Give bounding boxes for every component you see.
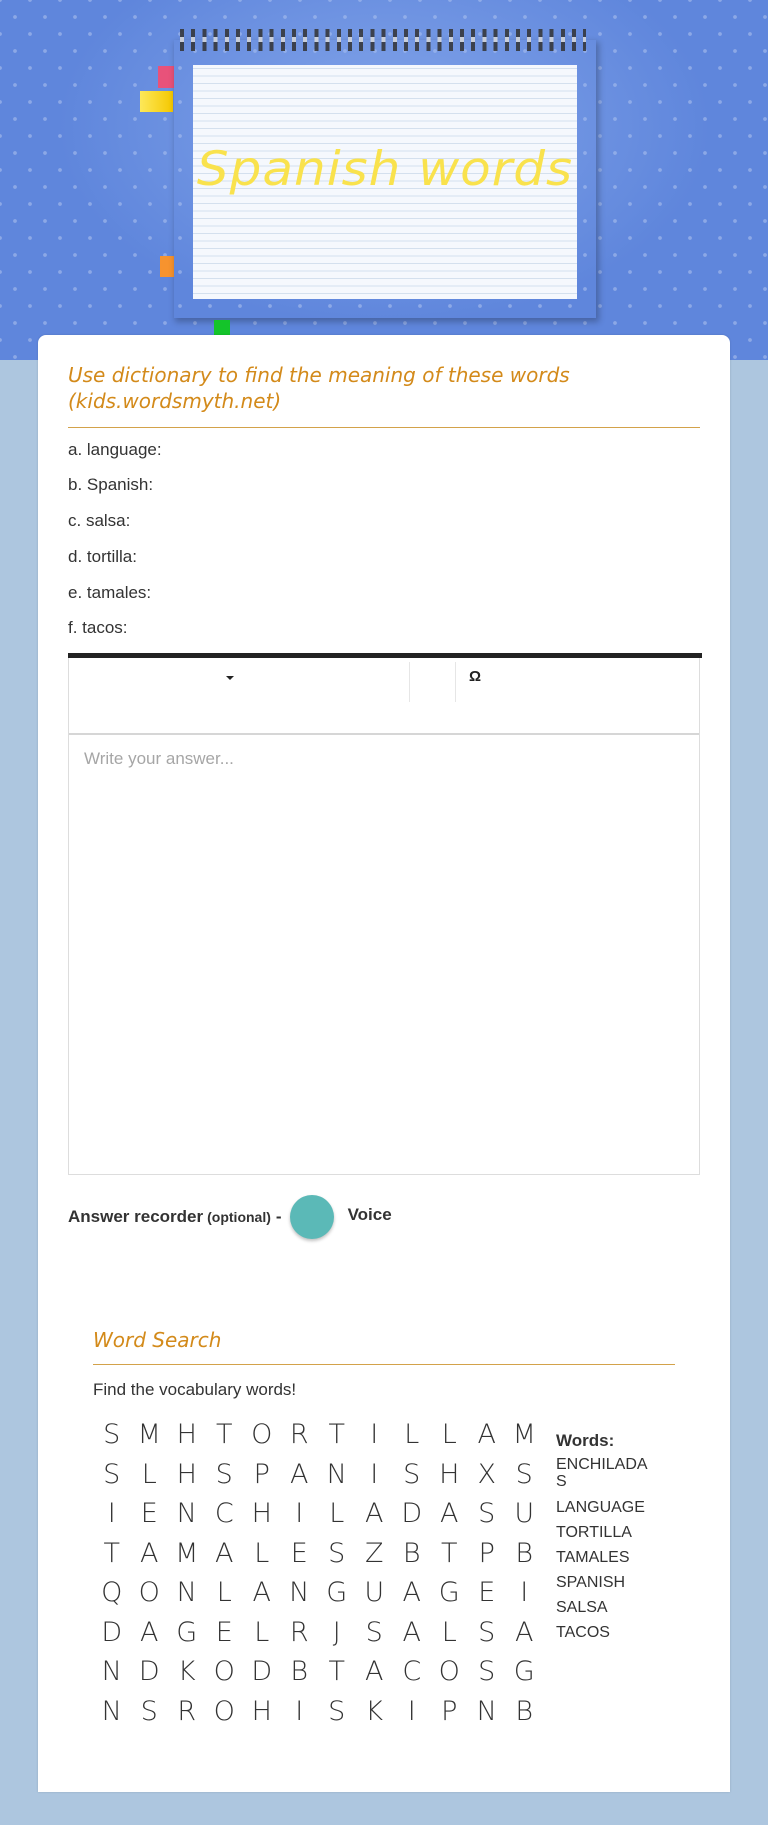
grid-cell[interactable]: T: [103, 1537, 120, 1569]
grid-cell[interactable]: G: [513, 1656, 535, 1687]
grid-cell[interactable]: M: [512, 1419, 536, 1450]
grid-cell[interactable]: K: [365, 1695, 384, 1727]
grid-cell[interactable]: A: [440, 1498, 459, 1529]
grid-cell[interactable]: A: [290, 1458, 309, 1490]
grid-cell[interactable]: S: [478, 1656, 496, 1687]
grid-cell[interactable]: P: [253, 1458, 270, 1490]
grid-cell[interactable]: U: [364, 1577, 385, 1608]
grid-cell[interactable]: P: [441, 1695, 458, 1727]
dictionary-title-line1: Use dictionary to find the meaning of these words: [68, 363, 570, 387]
toolbar-divider: [455, 662, 456, 702]
grid-cell[interactable]: B: [515, 1695, 534, 1727]
grid-cell[interactable]: N: [101, 1656, 122, 1687]
grid-cell[interactable]: R: [289, 1616, 309, 1648]
recorder-optional: (optional): [207, 1209, 271, 1225]
word-search-title: Word Search: [93, 1328, 222, 1352]
grid-cell[interactable]: L: [254, 1616, 270, 1648]
grid-cell[interactable]: I: [295, 1695, 304, 1727]
grid-cell[interactable]: S: [103, 1419, 121, 1450]
notebook-tab-pink: [158, 66, 174, 88]
grid-cell[interactable]: Z: [365, 1537, 384, 1569]
grid-cell[interactable]: S: [365, 1616, 383, 1648]
grid-cell[interactable]: N: [176, 1577, 197, 1608]
voice-record-button[interactable]: [290, 1195, 334, 1239]
grid-cell[interactable]: D: [101, 1616, 123, 1648]
grid-cell[interactable]: S: [215, 1458, 233, 1490]
worksheet-card: [38, 335, 730, 1792]
question-item: c. salsa:: [68, 511, 131, 530]
recorder-dash: -: [275, 1207, 282, 1226]
grid-cell[interactable]: K: [177, 1656, 196, 1687]
grid-cell[interactable]: T: [328, 1419, 345, 1450]
grid-cell[interactable]: I: [295, 1498, 304, 1529]
grid-cell[interactable]: E: [215, 1616, 233, 1648]
grid-cell[interactable]: E: [140, 1498, 158, 1529]
word-list-item: LANGUAGE: [556, 1499, 645, 1516]
question-item: d. tortilla:: [68, 547, 137, 566]
grid-cell[interactable]: L: [254, 1537, 270, 1569]
page-title: Spanish words: [196, 141, 574, 197]
format-dropdown[interactable]: [69, 658, 409, 702]
grid-cell[interactable]: I: [520, 1577, 529, 1608]
grid-cell[interactable]: O: [138, 1577, 160, 1608]
grid-cell[interactable]: S: [103, 1458, 121, 1490]
grid-cell[interactable]: M: [137, 1419, 161, 1450]
word-list-title: Words:: [556, 1431, 615, 1450]
grid-cell[interactable]: I: [370, 1419, 379, 1450]
grid-cell[interactable]: M: [175, 1537, 199, 1569]
grid-cell[interactable]: L: [441, 1616, 457, 1648]
grid-cell[interactable]: N: [101, 1695, 122, 1727]
grid-cell[interactable]: H: [176, 1419, 197, 1450]
grid-cell[interactable]: T: [216, 1419, 233, 1450]
grid-cell[interactable]: A: [215, 1537, 234, 1569]
grid-cell[interactable]: A: [402, 1577, 421, 1608]
header-banner: [0, 0, 768, 360]
grid-cell[interactable]: S: [478, 1616, 496, 1648]
grid-cell[interactable]: A: [365, 1498, 384, 1529]
grid-cell[interactable]: S: [140, 1695, 158, 1727]
grid-cell[interactable]: T: [441, 1537, 458, 1569]
grid-cell[interactable]: O: [213, 1656, 235, 1687]
grid-cell[interactable]: L: [404, 1419, 420, 1450]
grid-cell[interactable]: I: [407, 1695, 416, 1727]
word-list-item: TORTILLA: [556, 1524, 632, 1541]
grid-cell[interactable]: G: [438, 1577, 460, 1608]
grid-cell[interactable]: S: [515, 1458, 533, 1490]
grid-cell[interactable]: A: [140, 1616, 159, 1648]
grid-cell[interactable]: E: [290, 1537, 308, 1569]
grid-cell[interactable]: O: [213, 1695, 235, 1727]
word-list-item: SALSA: [556, 1599, 608, 1616]
grid-cell[interactable]: D: [251, 1656, 273, 1687]
grid-cell[interactable]: N: [289, 1577, 310, 1608]
voice-label: Voice: [347, 1205, 392, 1224]
question-item: e. tamales:: [68, 583, 152, 602]
grid-cell[interactable]: L: [141, 1458, 157, 1490]
grid-cell[interactable]: G: [176, 1616, 198, 1648]
grid-cell[interactable]: S: [403, 1458, 421, 1490]
grid-cell[interactable]: P: [478, 1537, 495, 1569]
notebook-spiral: [180, 29, 586, 51]
special-character-icon[interactable]: Ω: [469, 668, 482, 685]
grid-cell[interactable]: A: [477, 1419, 496, 1450]
grid-cell[interactable]: O: [251, 1419, 273, 1450]
question-item: f. tacos:: [68, 618, 128, 637]
grid-cell[interactable]: S: [328, 1537, 346, 1569]
grid-cell[interactable]: I: [370, 1458, 379, 1490]
word-list-item: TACOS: [556, 1624, 610, 1641]
dictionary-section-title: [68, 362, 570, 414]
word-list-item: ENCHILADAS: [556, 1456, 648, 1490]
section-divider: [68, 427, 700, 428]
notebook-tab-green: [214, 320, 230, 336]
grid-cell[interactable]: C: [214, 1498, 234, 1529]
question-item: a. language:: [68, 440, 162, 459]
answer-recorder: [68, 1195, 392, 1239]
word-search-divider: [93, 1364, 675, 1365]
grid-cell[interactable]: T: [328, 1656, 345, 1687]
grid-cell[interactable]: B: [290, 1656, 309, 1687]
word-list: [556, 1430, 666, 1645]
grid-cell[interactable]: R: [177, 1695, 197, 1727]
grid-cell[interactable]: X: [477, 1458, 496, 1490]
dictionary-title-line2: (kids.wordsmyth.net): [68, 389, 282, 413]
grid-cell[interactable]: A: [515, 1616, 534, 1648]
grid-cell[interactable]: B: [515, 1537, 534, 1569]
word-list-item: SPANISH: [556, 1574, 626, 1591]
notebook-tab-yellow: [140, 91, 173, 112]
grid-cell[interactable]: N: [176, 1498, 197, 1529]
grid-cell[interactable]: I: [107, 1498, 116, 1529]
grid-cell[interactable]: L: [441, 1419, 457, 1450]
recorder-label: Answer recorder: [68, 1207, 204, 1226]
answer-editor[interactable]: [68, 653, 700, 1175]
grid-cell[interactable]: N: [476, 1695, 497, 1727]
grid-cell[interactable]: L: [216, 1577, 232, 1608]
word-list-item: TAMALES: [556, 1549, 630, 1566]
grid-cell[interactable]: S: [478, 1498, 496, 1529]
grid-cell[interactable]: D: [138, 1656, 160, 1687]
grid-cell[interactable]: G: [326, 1577, 348, 1608]
answer-input[interactable]: Write your answer...: [84, 749, 234, 768]
grid-cell[interactable]: L: [329, 1498, 345, 1529]
grid-cell[interactable]: N: [326, 1458, 347, 1490]
editor-toolbar: [69, 658, 699, 735]
grid-cell[interactable]: J: [332, 1616, 341, 1648]
notebook-tab-orange: [160, 256, 174, 277]
grid-cell[interactable]: H: [176, 1458, 197, 1490]
grid-cell[interactable]: H: [251, 1498, 272, 1529]
toolbar-divider: [409, 662, 410, 702]
word-search-grid: [93, 1415, 543, 1731]
grid-cell[interactable]: O: [438, 1656, 460, 1687]
question-item: b. Spanish:: [68, 475, 154, 494]
grid-cell[interactable]: E: [478, 1577, 496, 1608]
grid-cell[interactable]: Q: [101, 1577, 123, 1608]
grid-cell[interactable]: H: [439, 1458, 460, 1490]
grid-cell[interactable]: A: [140, 1537, 159, 1569]
grid-cell[interactable]: A: [402, 1616, 421, 1648]
grid-cell[interactable]: A: [252, 1577, 271, 1608]
grid-cell[interactable]: C: [402, 1656, 422, 1687]
grid-cell[interactable]: B: [402, 1537, 421, 1569]
grid-cell[interactable]: R: [289, 1419, 309, 1450]
grid-cell[interactable]: H: [251, 1695, 272, 1727]
grid-cell[interactable]: S: [328, 1695, 346, 1727]
chevron-down-icon: [226, 676, 234, 680]
grid-cell[interactable]: A: [365, 1656, 384, 1687]
grid-cell[interactable]: U: [514, 1498, 535, 1529]
word-search-instructions: Find the vocabulary words!: [93, 1380, 297, 1399]
grid-cell[interactable]: D: [401, 1498, 423, 1529]
